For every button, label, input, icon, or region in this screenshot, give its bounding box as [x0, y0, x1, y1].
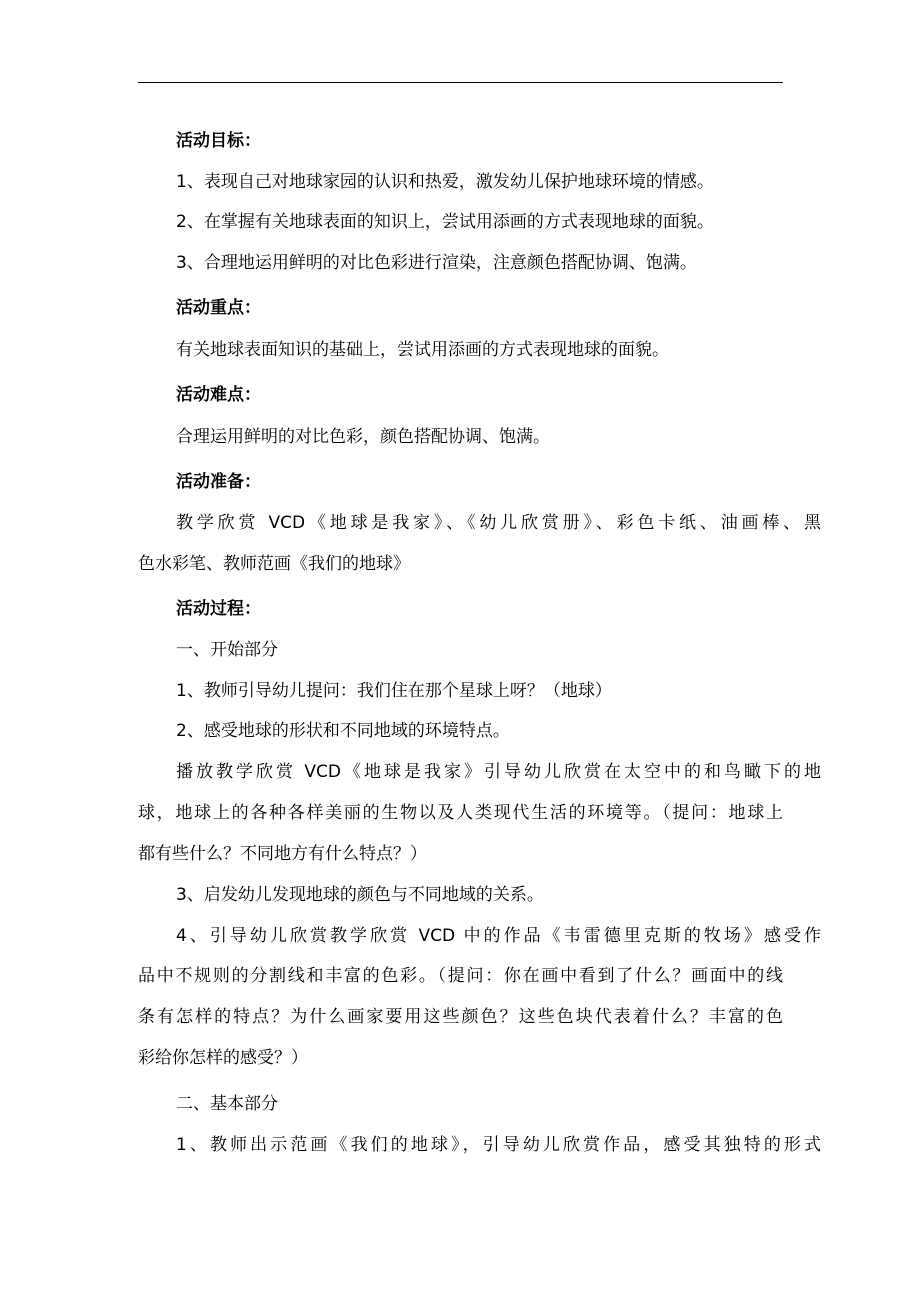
process-heading: 活动过程： — [176, 599, 261, 619]
part2-heading: 二、基本部分 — [176, 1094, 278, 1114]
prep-line-1: 教学欣赏 VCD《地球是我家》、《幼儿欣赏册》、彩色卡纸、油画棒、黑 — [176, 513, 821, 533]
goal-item-2: 2、在掌握有关地球表面的知识上，尝试用添画的方式表现地球的面貌。 — [176, 212, 714, 232]
difficulty-text: 合理运用鲜明的对比色彩，颜色搭配协调、饱满。 — [176, 427, 550, 447]
goals-heading: 活动目标： — [176, 131, 261, 151]
part1-item-2-detail-line-3: 都有些什么？不同地方有什么特点？） — [138, 844, 427, 864]
part1-heading: 一、开始部分 — [176, 640, 278, 660]
prep-line-2: 色水彩笔、教师范画《我们的地球》 — [138, 554, 410, 574]
part1-item-2-detail-line-2: 球，地球上的各种各样美丽的生物以及人类现代生活的环境等。（提问：地球上 — [138, 803, 783, 823]
prep-heading: 活动准备： — [176, 472, 261, 492]
part1-item-3: 3、启发幼儿发现地球的颜色与不同地域的关系。 — [176, 885, 544, 905]
part1-item-2: 2、感受地球的形状和不同地域的环境特点。 — [176, 721, 510, 741]
part1-item-1: 1、教师引导幼儿提问：我们住在那个星球上呀？（地球） — [176, 681, 612, 701]
part2-item-1: 1、教师出示范画《我们的地球》，引导幼儿欣赏作品，感受其独特的形式 — [176, 1135, 821, 1155]
header-rule — [138, 82, 783, 83]
goal-item-1: 1、表现自己对地球家园的认识和热爱，激发幼儿保护地球环境的情感。 — [176, 172, 714, 192]
goal-item-3: 3、合理地运用鲜明的对比色彩进行渲染，注意颜色搭配协调、饱满。 — [176, 253, 697, 273]
part1-item-4-line-1: 4、引导幼儿欣赏教学欣赏 VCD 中的作品《韦雷德里克斯的牧场》感受作 — [176, 926, 821, 946]
difficulty-heading: 活动难点： — [176, 385, 261, 405]
part1-item-2-detail-line-1: 播放教学欣赏 VCD《地球是我家》引导幼儿欣赏在太空中的和鸟瞰下的地 — [176, 762, 821, 782]
part1-item-4-line-4: 彩给你怎样的感受？） — [138, 1048, 308, 1068]
key-heading: 活动重点： — [176, 298, 261, 318]
part1-item-4-line-2: 品中不规则的分割线和丰富的色彩。（提问：你在画中看到了什么？画面中的线 — [138, 966, 783, 986]
key-text: 有关地球表面知识的基础上，尝试用添画的方式表现地球的面貌。 — [176, 340, 669, 360]
part1-item-4-line-3: 条有怎样的特点？为什么画家要用这些颜色？这些色块代表着什么？丰富的色 — [138, 1007, 783, 1027]
